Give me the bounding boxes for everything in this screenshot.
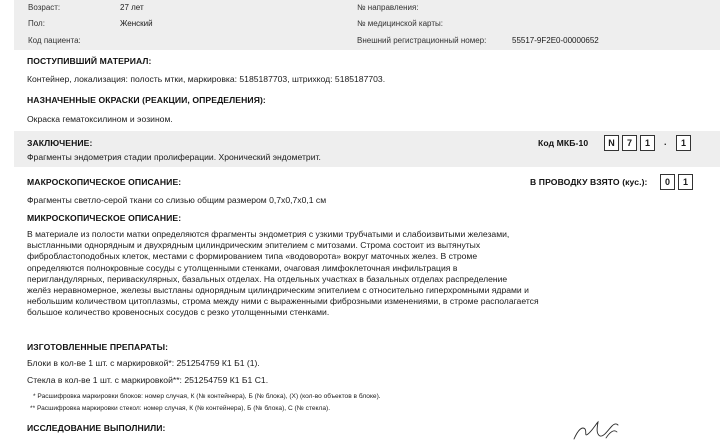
macro-heading: МАКРОСКОПИЧЕСКОЕ ОПИСАНИЕ: — [27, 177, 182, 187]
icd-char-3: 1 — [640, 135, 655, 151]
micro-line: желёз неравномерное, железы выстланы однорядным цилиндрическим эпителием с относительно гиперхромными ядрами и — [27, 285, 529, 296]
preparations-heading: ИЗГОТОВЛЕННЫЕ ПРЕПАРАТЫ: — [27, 342, 169, 352]
age-label: Возраст: — [28, 3, 61, 12]
micro-line: фибробластоподобных клеток, местами с формированием типа «водоворота» вокруг маточных желез. В строме — [27, 251, 478, 262]
sex-value: Женский — [120, 19, 153, 28]
age-value: 27 лет — [120, 3, 144, 12]
taken-label: В ПРОВОДКУ ВЗЯТО (кус.): — [530, 177, 648, 187]
signature-icon — [570, 420, 630, 440]
micro-line: выстланными однорядным и двухрядным цилиндрическим эпителием с митозами. Строма состоит из вытянутых — [27, 240, 481, 251]
icd-dot: . — [664, 137, 667, 147]
micro-line: перигландулярных, периваскулярных, базальных отделах. На отдельных участках в базальных отделах распределение — [27, 273, 508, 284]
stains-text: Окраска гематоксилином и эозином. — [27, 114, 173, 124]
icd-label: Код МКБ-10 — [538, 138, 589, 148]
micro-line: небольшим количеством цитоплазмы, строма между ними с выраженными фиброзными изменениями, в строме располагается — [27, 296, 539, 307]
micro-line: большое количество кровеносных сосудов с резко утолщенными стенками. — [27, 307, 330, 318]
patient-code-label: Код пациента: — [28, 36, 81, 45]
taken-digit-2: 1 — [678, 174, 693, 190]
conclusion-text: Фрагменты эндометрия стадии пролиферации. Хронический эндометрит. — [27, 152, 321, 162]
taken-digit-1: 0 — [660, 174, 675, 190]
slides-text: Стекла в кол-ве 1 шт. с маркировкой**: 251254759 К1 Б1 С1. — [27, 375, 269, 385]
external-number-label: Внешний регистрационный номер: — [357, 36, 487, 45]
icd-char-2: 7 — [622, 135, 637, 151]
blocks-text: Блоки в кол-ве 1 шт. с маркировкой*: 251254759 К1 Б1 (1). — [27, 358, 260, 368]
referral-label: № направления: — [357, 3, 419, 12]
macro-text: Фрагменты светло-серой ткани со слизью общим размером 0,7x0,7x0,1 см — [27, 195, 327, 205]
stains-heading: НАЗНАЧЕННЫЕ ОКРАСКИ (РЕАКЦИИ, ОПРЕДЕЛЕНИЯ): — [27, 95, 266, 105]
icd-char-1: N — [604, 135, 619, 151]
conclusion-heading: ЗАКЛЮЧЕНИЕ: — [27, 138, 93, 148]
micro-text — [27, 229, 667, 319]
external-number-value: 55517-9F2E0-00000652 — [512, 36, 599, 45]
micro-line: В материале из полости матки определяются фрагменты эндометрия с узкими трубчатыми и слабоизвитыми железами, — [27, 229, 510, 239]
icd-char-4: 1 — [676, 135, 691, 151]
medical-card-label: № медицинской карты: — [357, 19, 443, 28]
sex-label: Пол: — [28, 19, 45, 28]
material-heading: ПОСТУПИВШИЙ МАТЕРИАЛ: — [27, 56, 152, 66]
blocks-legend: * Расшифровка маркировки блоков: номер случая, К (№ контейнера), Б (№ блока), (Х) (кол-во объектов в блоке). — [33, 393, 381, 400]
material-text: Контейнер, локализация: полость мтки, маркировка: 5185187703, штрихкод: 5185187703. — [27, 74, 386, 84]
micro-line: определяются полнокровные сосуды с утолщенными стенками, очаговая лимфоклеточная инфильтрация в — [27, 262, 458, 273]
performed-heading: ИССЛЕДОВАНИЕ ВЫПОЛНИЛИ: — [27, 423, 166, 433]
slides-legend: ** Расшифровка маркировки стекол: номер случая, К (№ контейнера), Б (№ блока), С (№ стекла). — [30, 405, 331, 412]
micro-heading: МИКРОСКОПИЧЕСКОЕ ОПИСАНИЕ: — [27, 213, 182, 223]
